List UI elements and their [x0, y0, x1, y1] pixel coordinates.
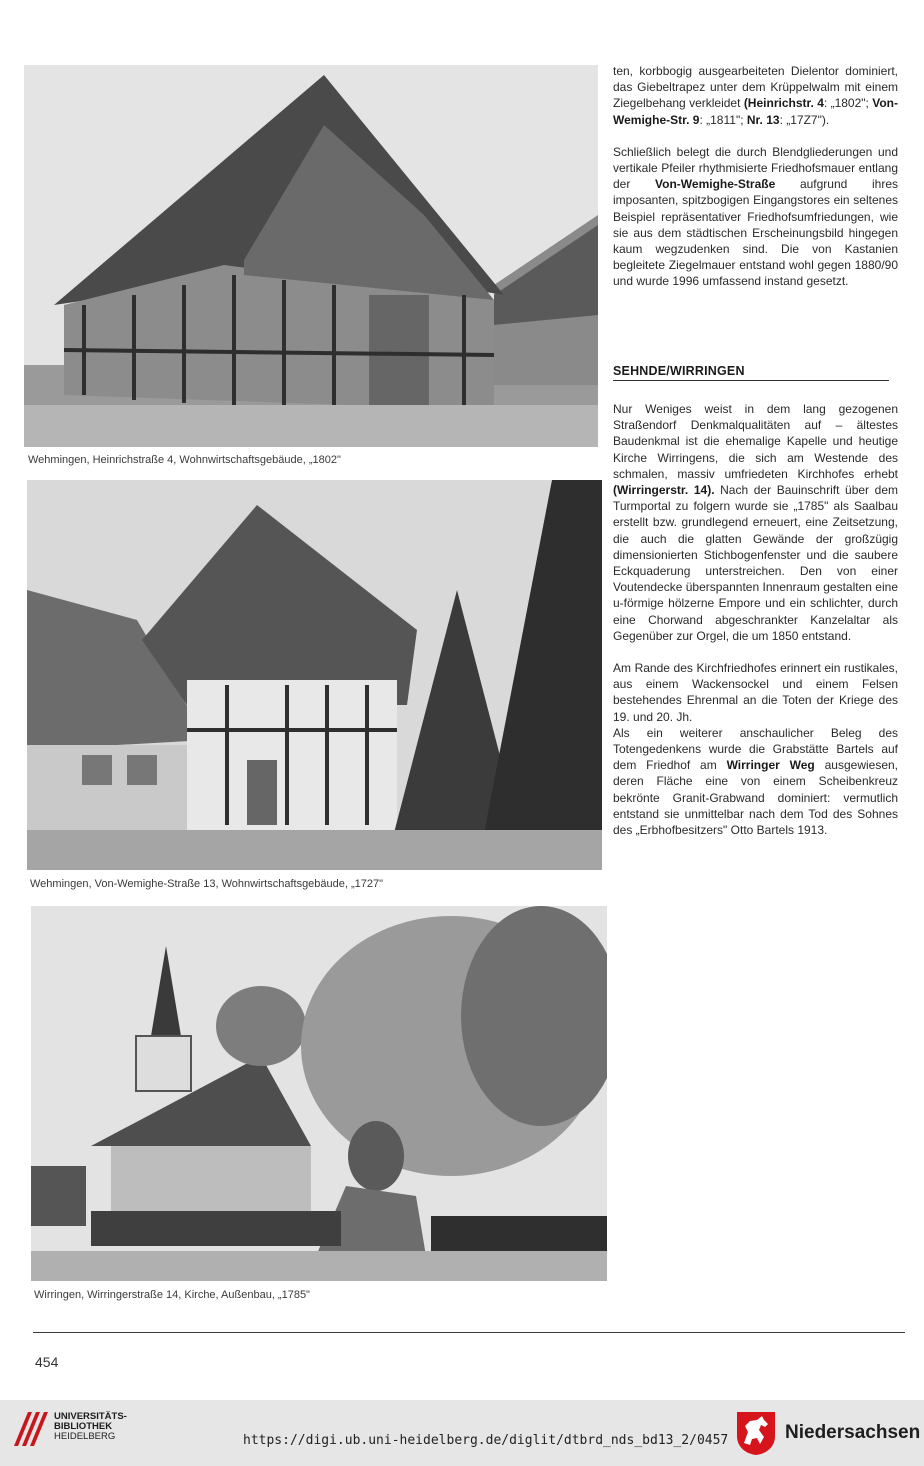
barn-photo-illustration — [24, 65, 598, 447]
photo-caption: Wirringen, Wirringerstraße 14, Kirche, Außenbau, „1785" — [34, 1289, 310, 1301]
text-column-upper — [613, 63, 898, 290]
paragraph: Am Rande des Kirchfriedhofes erinnert ein rustikales, aus einem Wackensockel und einem Felsen bestehendes Ehrenmal an die Toten der Kriege des 19. und 20. Jh. — [613, 661, 898, 724]
photo-heinrichstrasse-4 — [24, 65, 598, 447]
university-library-name[interactable]: UNIVERSITÄTS- BIBLIOTHEK HEIDELBERG — [54, 1411, 127, 1442]
section-heading: SEHNDE/WIRRINGEN — [613, 364, 889, 381]
church-photo-illustration — [31, 906, 607, 1281]
paragraph: Nur Weniges weist in dem lang gezogenen Straßendorf Denkmalqualitäten auf – ältestes Baudenkmal ist die ehemalige Kapelle und heutige Kirche Wirringens, die sich am Westende des schmalen, massiv umfriedeten Kirchhofes erhebt (Wirringerstr. 14). Nach der Bauinschrift über dem Turmportal zu folgern wurde sie „1785" als Saalbau erstellt bzw. grundlegend erneuert, eine Zeitsetzung, die auch die glatten Gewände der großzügig dimensionierten Stichbogenfenster und die saubere Eckquaderung unterstreichen. Den von einer Voutendecke überspannten Innenraum gestalten eine u-förmige hölzerne Empore und ein schlichter, durch eine Chorwand abgeschrankter Kanzelaltar als Gegenüber zur Orgel, die um 1850 entstand. — [613, 402, 898, 643]
photo-caption: Wehmingen, Heinrichstraße 4, Wohnwirtschaftsgebäude, „1802" — [28, 454, 341, 466]
photo-wirringerstrasse-14-kirche — [31, 906, 607, 1281]
footer-bar — [0, 1400, 924, 1466]
photo-von-wemighe-strasse-13 — [27, 480, 602, 870]
page-number: 454 — [35, 1354, 59, 1370]
house-photo-illustration — [27, 480, 602, 870]
niedersachsen-wordmark[interactable]: Niedersachsen — [785, 1422, 921, 1443]
text-column-lower — [613, 401, 898, 838]
page-divider — [33, 1332, 905, 1333]
paragraph: Schließlich belegt die durch Blendgliederungen und vertikale Pfeiler rhythmisierte Friedhofsmauer entlang der Von-Wemighe-Straße aufgrund ihres imposanten, spitzbogigen Eingangstores ein seltenes Beispiel repräsentativer Friedhofsumfriedungen, wie sie aus dem städtischen Erscheinungsbild hingegen kaum wegzudenken sind. Die von Kastanien begleitete Ziegelmauer entstand wohl gegen 1880/90 und wurde 1996 umfassend instand gesetzt. — [613, 144, 898, 289]
niedersachsen-horse-crest-icon[interactable] — [735, 1410, 777, 1456]
paragraph: Als ein weiterer anschaulicher Beleg des Totengedenkens wurde die Grabstätte Bartels auf dem Friedhof am Wirringer Weg ausgewiesen, deren Fläche eine von einem Scheibenkreuz bekrönte Granit-Grabwand dominiert: vermutlich entstand sie unmittelbar nach dem Tod des Sohnes des „Erbhofbesitzers" Otto Bartels 1913. — [613, 725, 899, 838]
document-url-link[interactable]: https://digi.ub.uni-heidelberg.de/diglit/dtbrd_nds_bd13_2/0457 — [243, 1433, 729, 1448]
photo-caption: Wehmingen, Von-Wemighe-Straße 13, Wohnwirtschaftsgebäude, „1727" — [30, 878, 384, 890]
university-library-logo-icon[interactable] — [10, 1408, 50, 1450]
paragraph: ten, korbbogig ausgearbeiteten Dielentor dominiert, das Giebeltrapez unter dem Krüppelwalm mit einem Ziegelbehang verkleidet (Heinrichstr. 4: „1802"; Von-Wemighe-Str. 9: „1811"; Nr. 13: „17Z7"). — [613, 64, 898, 127]
